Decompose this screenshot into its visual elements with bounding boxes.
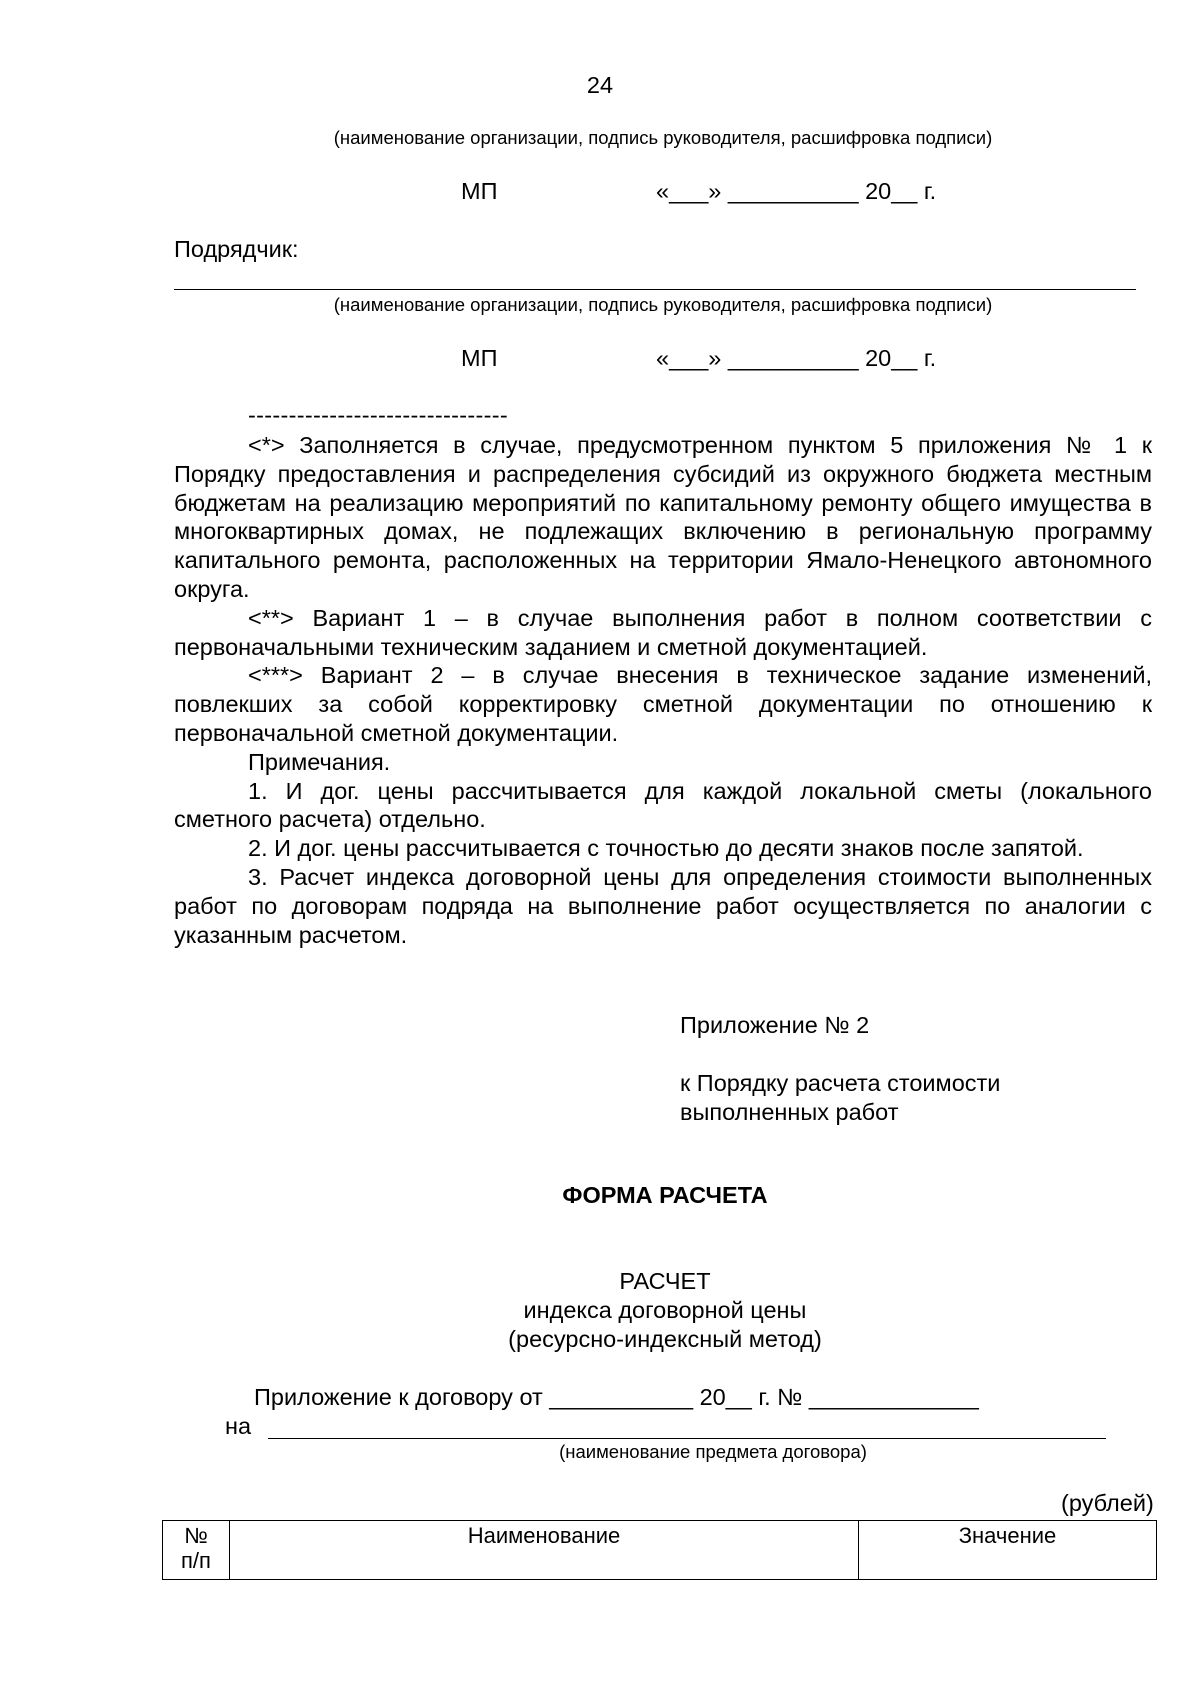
calc-title: РАСЧЕТ: [619, 1268, 711, 1294]
footnote-separator: --------------------------------: [248, 402, 509, 428]
units-label: (рублей): [1061, 1490, 1154, 1516]
calc-table: [162, 1520, 1157, 1580]
subject-caption: (наименование предмета договора): [559, 1441, 867, 1462]
calc-subtitle-1: индекса договорной цены: [523, 1297, 807, 1323]
signature-caption-2: (наименование организации, подпись руководителя, расшифровка подписи): [333, 294, 993, 315]
appendix-line-2: выполненных работ: [680, 1099, 899, 1125]
form-heading: ФОРМА РАСЧЕТА: [562, 1182, 768, 1208]
date-line-2: «___» __________ 20__ г.: [656, 345, 937, 371]
column-header-value: Значение: [859, 1521, 1157, 1580]
table-header-row: [163, 1521, 1157, 1580]
remark-2: 2. И дог. цены рассчитывается с точностью до десяти знаков после запятой.: [248, 835, 1084, 862]
remark-3: 3. Расчет индекса договорной цены для определения стоимости выполненных работ по договорам подряда на выполнение работ осуществляется по аналогии с указанным расчетом.: [174, 863, 1152, 948]
page-number: 24: [586, 72, 614, 98]
remark-1: 1. И дог. цены рассчитывается для каждой локальной сметы (локального сметного расчета) отдельно.: [174, 777, 1152, 833]
signature-caption-1: (наименование организации, подпись руководителя, расшифровка подписи): [333, 127, 993, 148]
column-header-name: Наименование: [230, 1521, 859, 1580]
appendix-line-1: к Порядку расчета стоимости: [680, 1070, 1001, 1096]
footnote-3: <***> Вариант 2 – в случае внесения в техническое задание изменений, повлекших за собой корректировку сметной документации по отношению к первоначальной сметной документации.: [174, 662, 1152, 746]
footnote-2: <**> Вариант 1 – в случае выполнения работ в полном соответствии с первоначальными техническим заданием и сметной документацией.: [174, 604, 1152, 660]
remarks-title: Примечания.: [248, 748, 391, 775]
column-header-number: № п/п: [163, 1521, 230, 1580]
contractor-signature-line: [174, 289, 1136, 290]
contract-line: Приложение к договору от ___________ 20__ г. № _____________: [254, 1384, 979, 1410]
footnote-1: <*> Заполняется в случае, предусмотренном пунктом 5 приложения № 1 к Порядку предоставления и распределения субсидий из окружного бюджета местным бюджетам на реализацию мероприятий по капитальному ремонту общего имущества в многоквартирных домах, не подлежащих включению в региональную программу капитального ремонта, расположенных на территории Ямало-Ненецкого автономного округа.: [174, 432, 1152, 602]
appendix-title: Приложение № 2: [680, 1012, 870, 1038]
seal-label-1: МП: [461, 178, 498, 204]
calc-subtitle-2: (ресурсно-индексный метод): [508, 1326, 822, 1352]
date-line-1: «___» __________ 20__ г.: [656, 178, 937, 204]
subject-line: [268, 1438, 1106, 1439]
subject-prefix: на: [225, 1413, 252, 1439]
seal-label-2: МП: [461, 345, 498, 371]
footnotes-block: [174, 431, 1152, 949]
contractor-label: Подрядчик:: [174, 236, 299, 262]
